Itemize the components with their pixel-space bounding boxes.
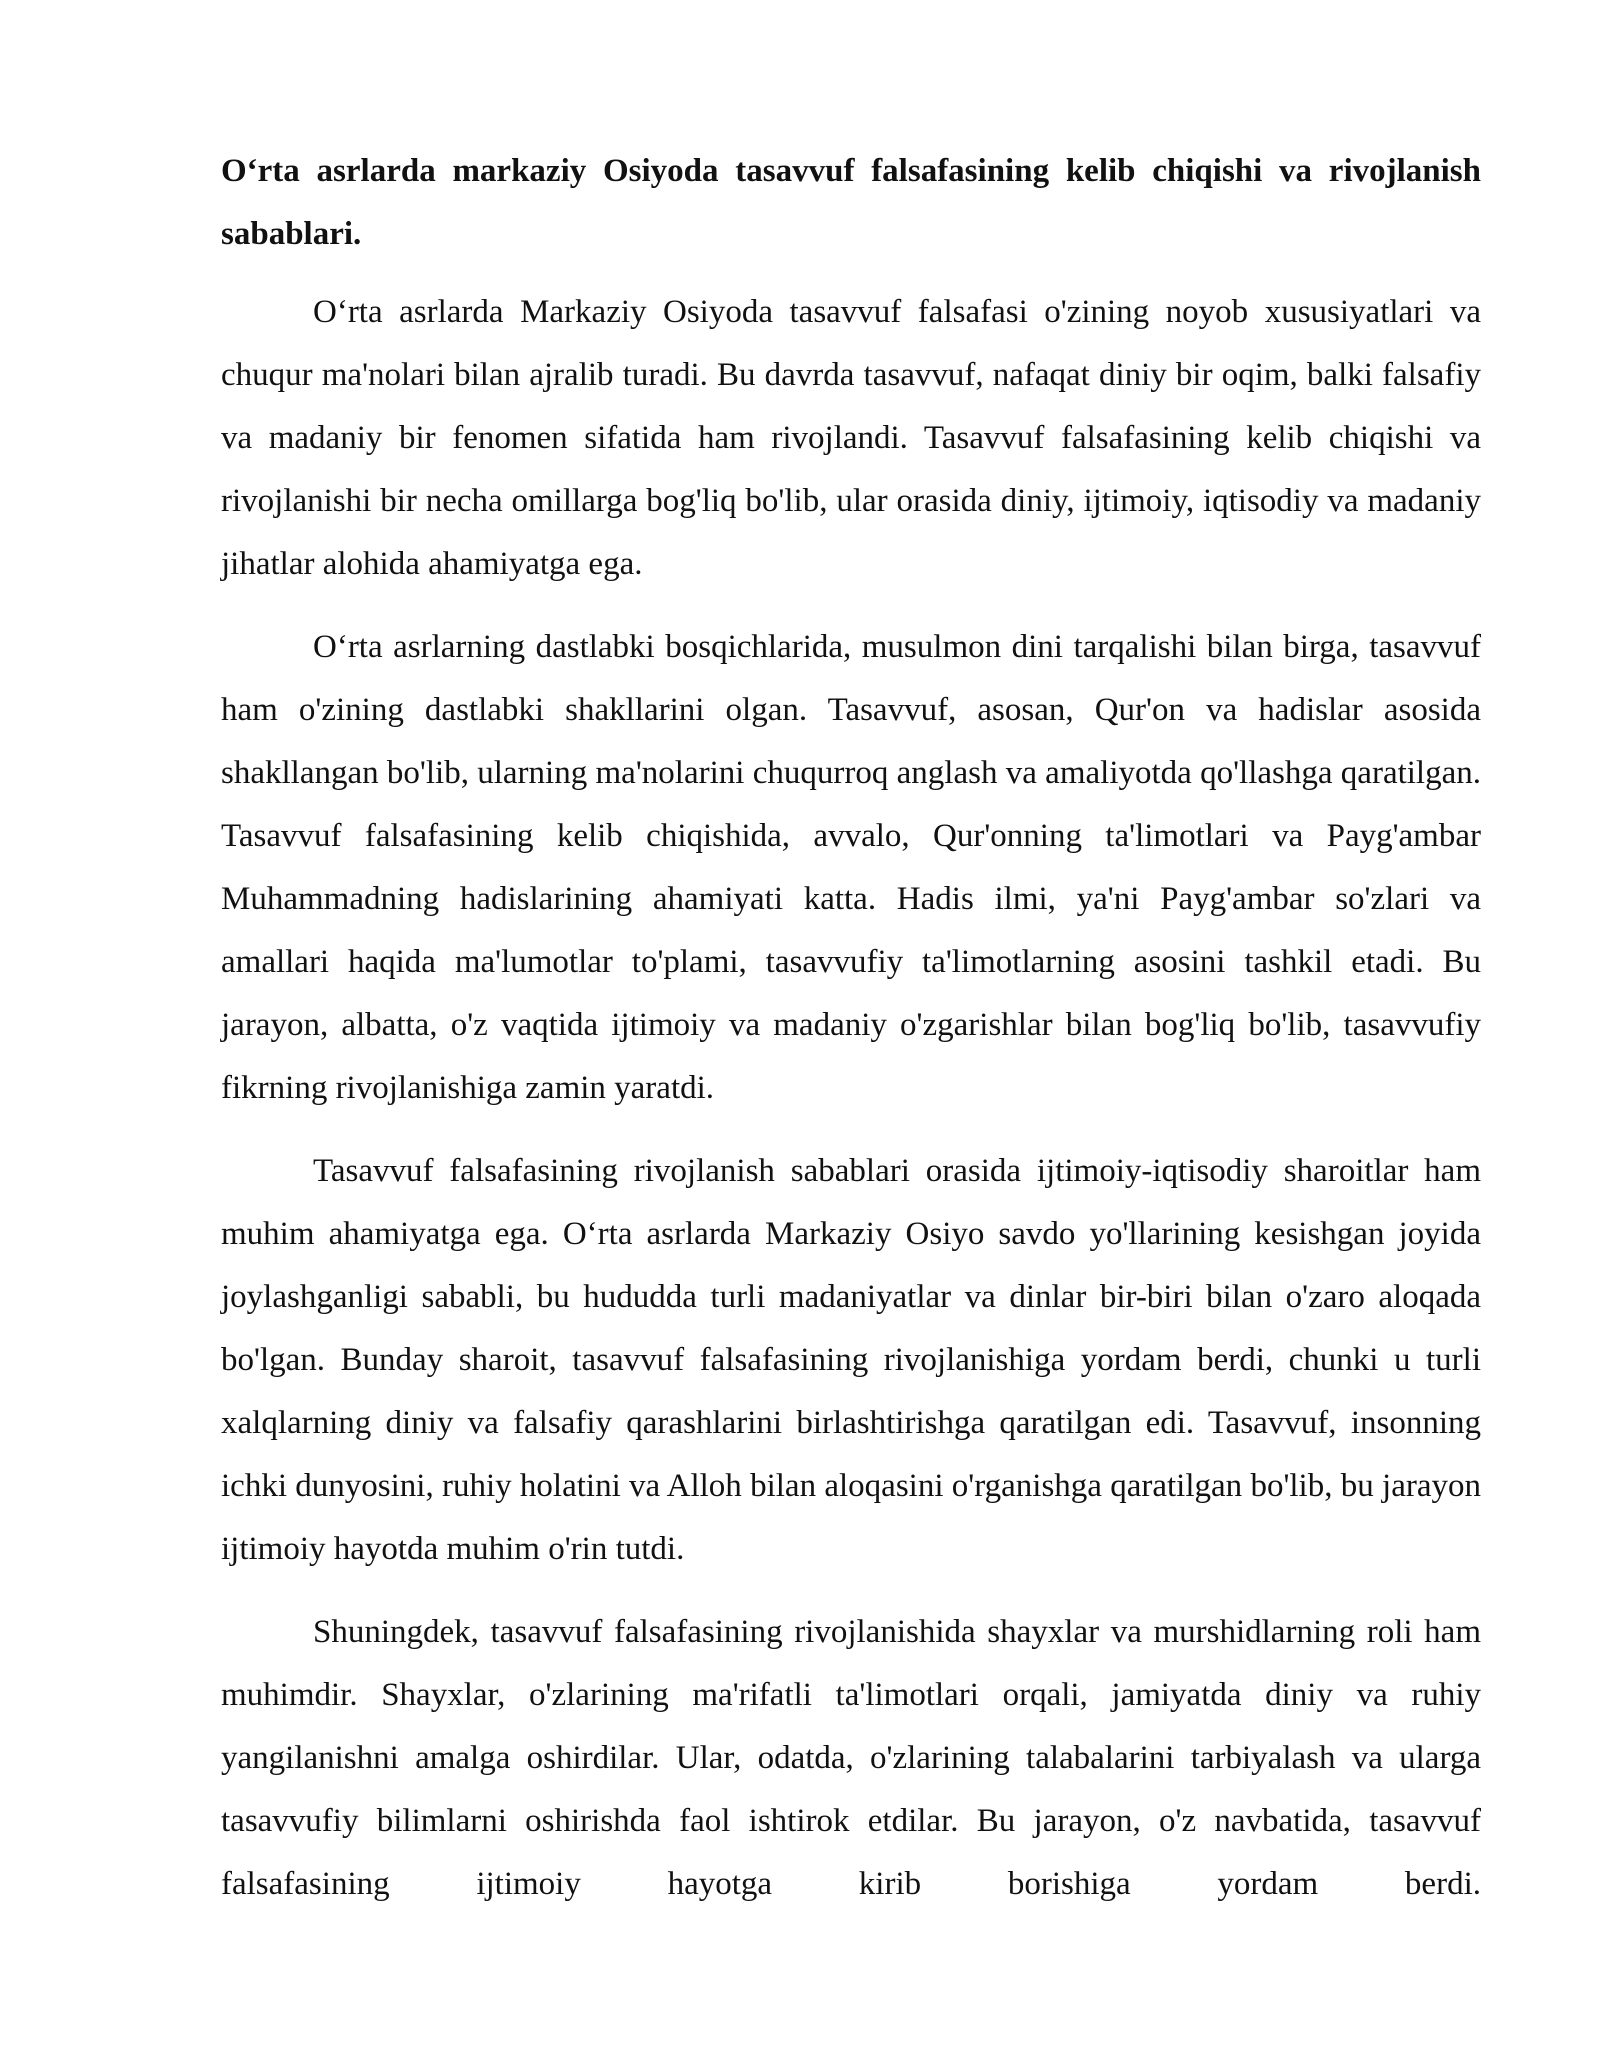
paragraph-3: Tasavvuf falsafasining rivojlanish sabablari orasida ijtimoiy-iqtisodiy sharoitlar ham muhim ahamiyatga ega. O‘rta asrlarda Markaziy Osiyo savdo yo'llarining kesishgan joyida joylashganligi sababli, bu hududda turli madaniyatlar va dinlar bir-biri bilan o'zaro aloqada bo'lgan. Bunday sharoit, tasavvuf falsafasining rivojlanishiga yordam berdi, chunki u turli xalqlarning diniy va falsafiy qarashlarini birlashtirishga qaratilgan edi. Tasavvuf, insonning ichki dunyosini, ruhiy holatini va Alloh bilan aloqasini o'rganishga qaratilgan bo'lib, bu jarayon ijtimoiy hayotda muhim o'rin tutdi.: [221, 1153, 1481, 1567]
paragraph-1: O‘rta asrlarda Markaziy Osiyoda tasavvuf falsafasi o'zining noyob xususiyatlari va chuqur ma'nolari bilan ajralib turadi. Bu davrda tasavvuf, nafaqat diniy bir oqim, balki falsafiy va madaniy bir fenomen sifatida ham rivojlandi. Tasavvuf falsafasining kelib chiqishi va rivojlanishi bir necha omillarga bog'liq bo'lib, ular orasida diniy, ijtimoiy, iqtisodiy va madaniy jihatlar alohida ahamiyatga ega.: [221, 294, 1481, 582]
document-title: O‘rta asrlarda markaziy Osiyoda tasavvuf falsafasining kelib chiqishi va rivojlanish sabablari.: [221, 153, 1481, 252]
document-page: [221, 140, 1481, 1936]
paragraph-2: O‘rta asrlarning dastlabki bosqichlarida, musulmon dini tarqalishi bilan birga, tasavvuf ham o'zining dastlabki shakllarini olgan. Tasavvuf, asosan, Qur'on va hadislar asosida shakllangan bo'lib, ularning ma'nolarini chuqurroq anglash va amaliyotda qo'llashga qaratilgan. Tasavvuf falsafasining kelib chiqishida, avvalo, Qur'onning ta'limotlari va Payg'ambar Muhammadning hadislarining ahamiyati katta. Hadis ilmi, ya'ni Payg'ambar so'zlari va amallari haqida ma'lumotlar to'plami, tasavvufiy ta'limotlarning asosini tashkil etadi. Bu jarayon, albatta, o'z vaqtida ijtimoiy va madaniy o'zgarishlar bilan bog'liq bo'lib, tasavvufiy fikrning rivojlanishiga zamin yaratdi.: [221, 629, 1481, 1106]
paragraph-4: Shuningdek, tasavvuf falsafasining rivojlanishida shayxlar va murshidlarning roli ham muhimdir. Shayxlar, o'zlarining ma'rifatli ta'limotlari orqali, jamiyatda diniy va ruhiy yangilanishni amalga oshirdilar. Ular, odatda, o'zlarining talabalarini tarbiyalash va ularga tasavvufiy bilimlarni oshirishda faol ishtirok etdilar. Bu jarayon, o'z navbatida, tasavvuf falsafasining ijtimoiy hayotga kirib borishiga yordam berdi.: [221, 1614, 1481, 1902]
